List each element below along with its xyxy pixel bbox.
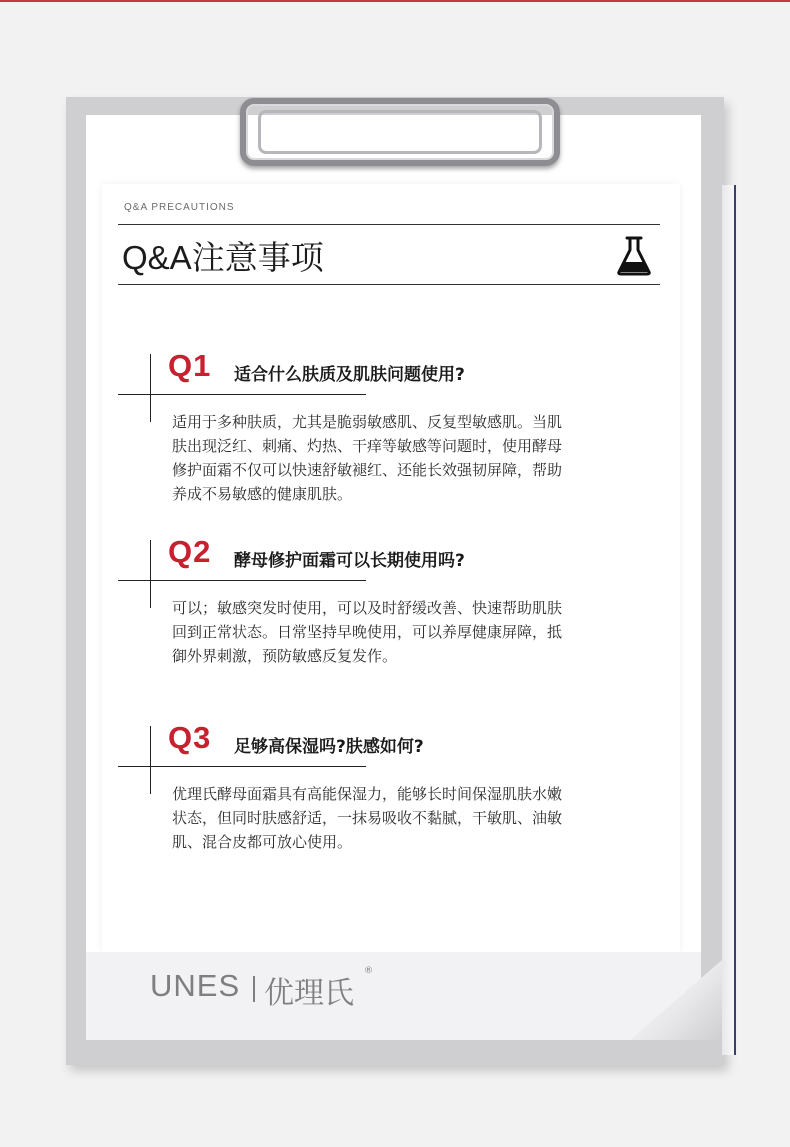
q1-answer-line: 肤出现泛红、刺痛、灼热、干痒等敏感等问题时，使用酵母 xyxy=(172,437,563,455)
q3-number: Q3 xyxy=(168,720,212,755)
header-rule-bottom xyxy=(118,284,660,285)
q3-answer-line: 优理氏酵母面霜具有高能保湿力，能够长时间保湿肌肤水嫩 xyxy=(172,785,563,803)
q3-answer-line: 状态，但同时肤感舒适，一抹易吸收不黏腻，干敏肌、油敏 xyxy=(172,809,563,827)
q3-horizontal-rule xyxy=(118,766,366,767)
q3-answer xyxy=(172,782,672,854)
page-title: Q&A注意事项 xyxy=(122,239,324,276)
section-kicker: Q&A PRECAUTIONS xyxy=(124,202,235,213)
q3-answer-line: 肌、混合皮都可放心使用。 xyxy=(172,833,353,851)
registered-mark: ® xyxy=(364,966,373,976)
q1-answer-line: 养成不易敏感的健康肌肤。 xyxy=(172,485,353,503)
q2-number: Q2 xyxy=(168,534,212,569)
q1-answer-line: 适用于多种肤质，尤其是脆弱敏感肌、反复型敏感肌。当肌 xyxy=(172,413,563,431)
flask-icon xyxy=(616,236,652,276)
q2-answer-line: 御外界刺激，预防敏感反复发作。 xyxy=(172,647,398,665)
q2-answer xyxy=(172,596,672,668)
q2-answer-line: 回到正常状态。日常坚持早晚使用，可以养厚健康屏障，抵 xyxy=(172,623,563,641)
q2-answer-line: 可以；敏感突发时使用，可以及时舒缓改善、快速帮助肌肤 xyxy=(172,599,563,617)
brand-divider xyxy=(253,976,255,1002)
q1-title: 适合什么肤质及肌肤问题使用? xyxy=(234,365,465,385)
q1-answer-line: 修护面霜不仅可以快速舒敏褪红、还能长效强韧屏障，帮助 xyxy=(172,461,563,479)
top-accent-line xyxy=(0,0,790,2)
q3-vertical-rule xyxy=(150,726,151,794)
clipboard-edge xyxy=(722,185,736,1055)
q2-horizontal-rule xyxy=(118,580,366,581)
header-rule-top xyxy=(118,224,660,225)
q1-vertical-rule xyxy=(150,354,151,422)
q3-title: 足够高保湿吗?肤感如何? xyxy=(234,737,424,757)
q2-vertical-rule xyxy=(150,540,151,608)
binder-clip-inner xyxy=(258,110,542,154)
brand-logo-en: UNES xyxy=(150,968,241,1003)
q1-answer xyxy=(172,410,672,506)
brand-logo-cn: 优理氏 xyxy=(264,976,354,1011)
q2-title: 酵母修护面霜可以长期使用吗? xyxy=(234,551,465,571)
q1-number: Q1 xyxy=(168,348,212,383)
q1-horizontal-rule xyxy=(118,394,366,395)
